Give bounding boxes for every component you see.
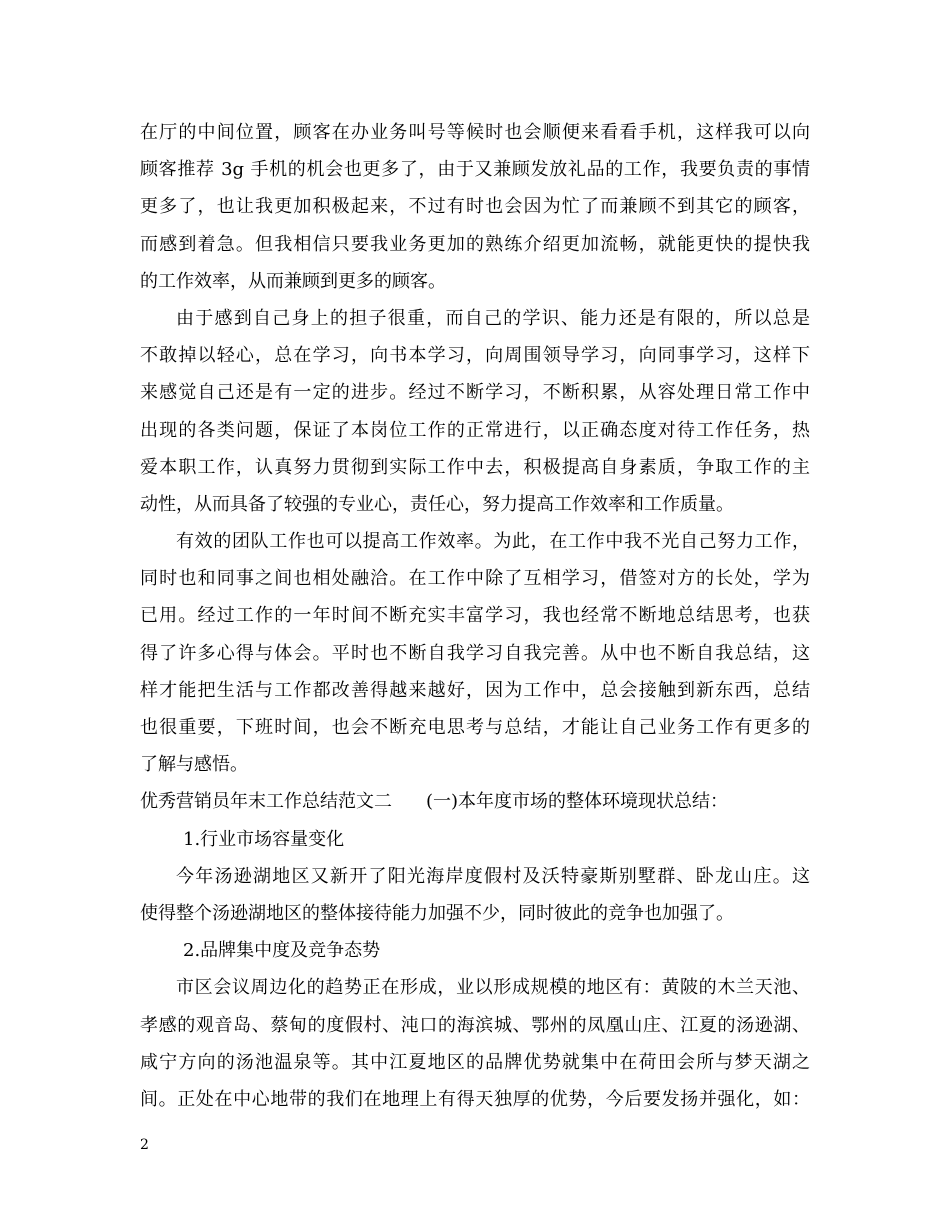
paragraph-line: 咸宁方向的汤池温泉等。其中江夏地区的品牌优势就集中在荷田会所与梦天湖之 xyxy=(140,1051,810,1073)
paragraph-line: 有效的团队工作也可以提高工作效率。为此，在工作中我不光自己努力工作， xyxy=(176,531,810,553)
paragraph-line: 市区会议周边化的趋势正在形成，业以形成规模的地区有：黄陂的木兰天池、 xyxy=(176,977,810,999)
document-body xyxy=(140,114,810,1118)
section-title: 优秀营销员年末工作总结范文二 xyxy=(140,791,392,813)
paragraph-line: 由于感到自己身上的担子很重，而自己的学识、能力还是有限的，所以总是 xyxy=(176,307,810,329)
paragraph-line: 样才能把生活与工作都改善得越来越好，因为工作中，总会接触到新东西，总结 xyxy=(140,679,810,701)
paragraph-line: 同时也和同事之间也相处融洽。在工作中除了互相学习，借签对方的长处，学为 xyxy=(140,568,810,590)
paragraph-line: 而感到着急。但我相信只要我业务更加的熟练介绍更加流畅，就能更快的提快我 xyxy=(140,233,810,255)
paragraph-line: 出现的各类问题，保证了本岗位工作的正常进行，以正确态度对待工作任务，热 xyxy=(140,419,810,441)
paragraph-line: 了解与感悟。 xyxy=(140,754,248,776)
paragraph-line: 来感觉自己还是有一定的进步。经过不断学习，不断积累，从容处理日常工作中 xyxy=(140,382,810,404)
paragraph-line: 已用。经过工作的一年时间不断充实丰富学习，我也经常不断地总结思考，也获 xyxy=(140,605,810,627)
paragraph-line: 也很重要，下班时间，也会不断充电思考与总结，才能让自己业务工作有更多的 xyxy=(140,717,810,738)
paragraph-line: 得了许多心得与体会。平时也不断自我学习自我完善。从中也不断自我总结，这 xyxy=(140,642,810,664)
subheading-market-capacity: 1.行业市场容量变化 xyxy=(183,828,345,850)
paragraph-line: 动性，从而具备了较强的专业心，责任心，努力提高工作效率和工作质量。 xyxy=(140,493,734,515)
paragraph-line: 顾客推荐 3g 手机的机会也更多了，由于又兼顾发放礼品的工作，我要负责的事情 xyxy=(140,159,810,181)
paragraph-line: 使得整个汤逊湖地区的整体接待能力加强不少，同时彼此的竞争也加强了。 xyxy=(140,902,734,924)
paragraph-line: 今年汤逊湖地区又新开了阳光海岸度假村及沃特豪斯别墅群、卧龙山庄。这 xyxy=(176,865,810,887)
section-heading xyxy=(140,783,810,820)
subheading-brand-competition: 2.品牌集中度及竞争态势 xyxy=(183,940,381,962)
paragraph-line: 不敢掉以轻心，总在学习，向书本学习，向周围领导学习，向同事学习，这样下 xyxy=(140,345,810,367)
paragraph-line: 孝感的观音岛、蔡甸的度假村、沌口的海滨城、鄂州的凤凰山庄、江夏的汤逊湖、 xyxy=(140,1014,810,1036)
section-subtitle: (一)本年度市场的整体环境现状总结： xyxy=(426,791,729,813)
paragraph-line: 在厅的中间位置，顾客在办业务叫号等候时也会顺便来看看手机，这样我可以向 xyxy=(140,122,810,143)
paragraph-line: 间。正处在中心地带的我们在地理上有得天独厚的优势，今后要发扬并强化，如： xyxy=(140,1088,810,1110)
paragraph-line: 更多了，也让我更加积极起来，不过有时也会因为忙了而兼顾不到其它的顾客， xyxy=(140,196,810,218)
paragraph-line: 的工作效率，从而兼顾到更多的顾客。 xyxy=(140,270,446,292)
paragraph-line: 爱本职工作，认真努力贯彻到实际工作中去，积极提高自身素质，争取工作的主 xyxy=(140,456,810,478)
page-number: 2 xyxy=(140,1137,149,1153)
